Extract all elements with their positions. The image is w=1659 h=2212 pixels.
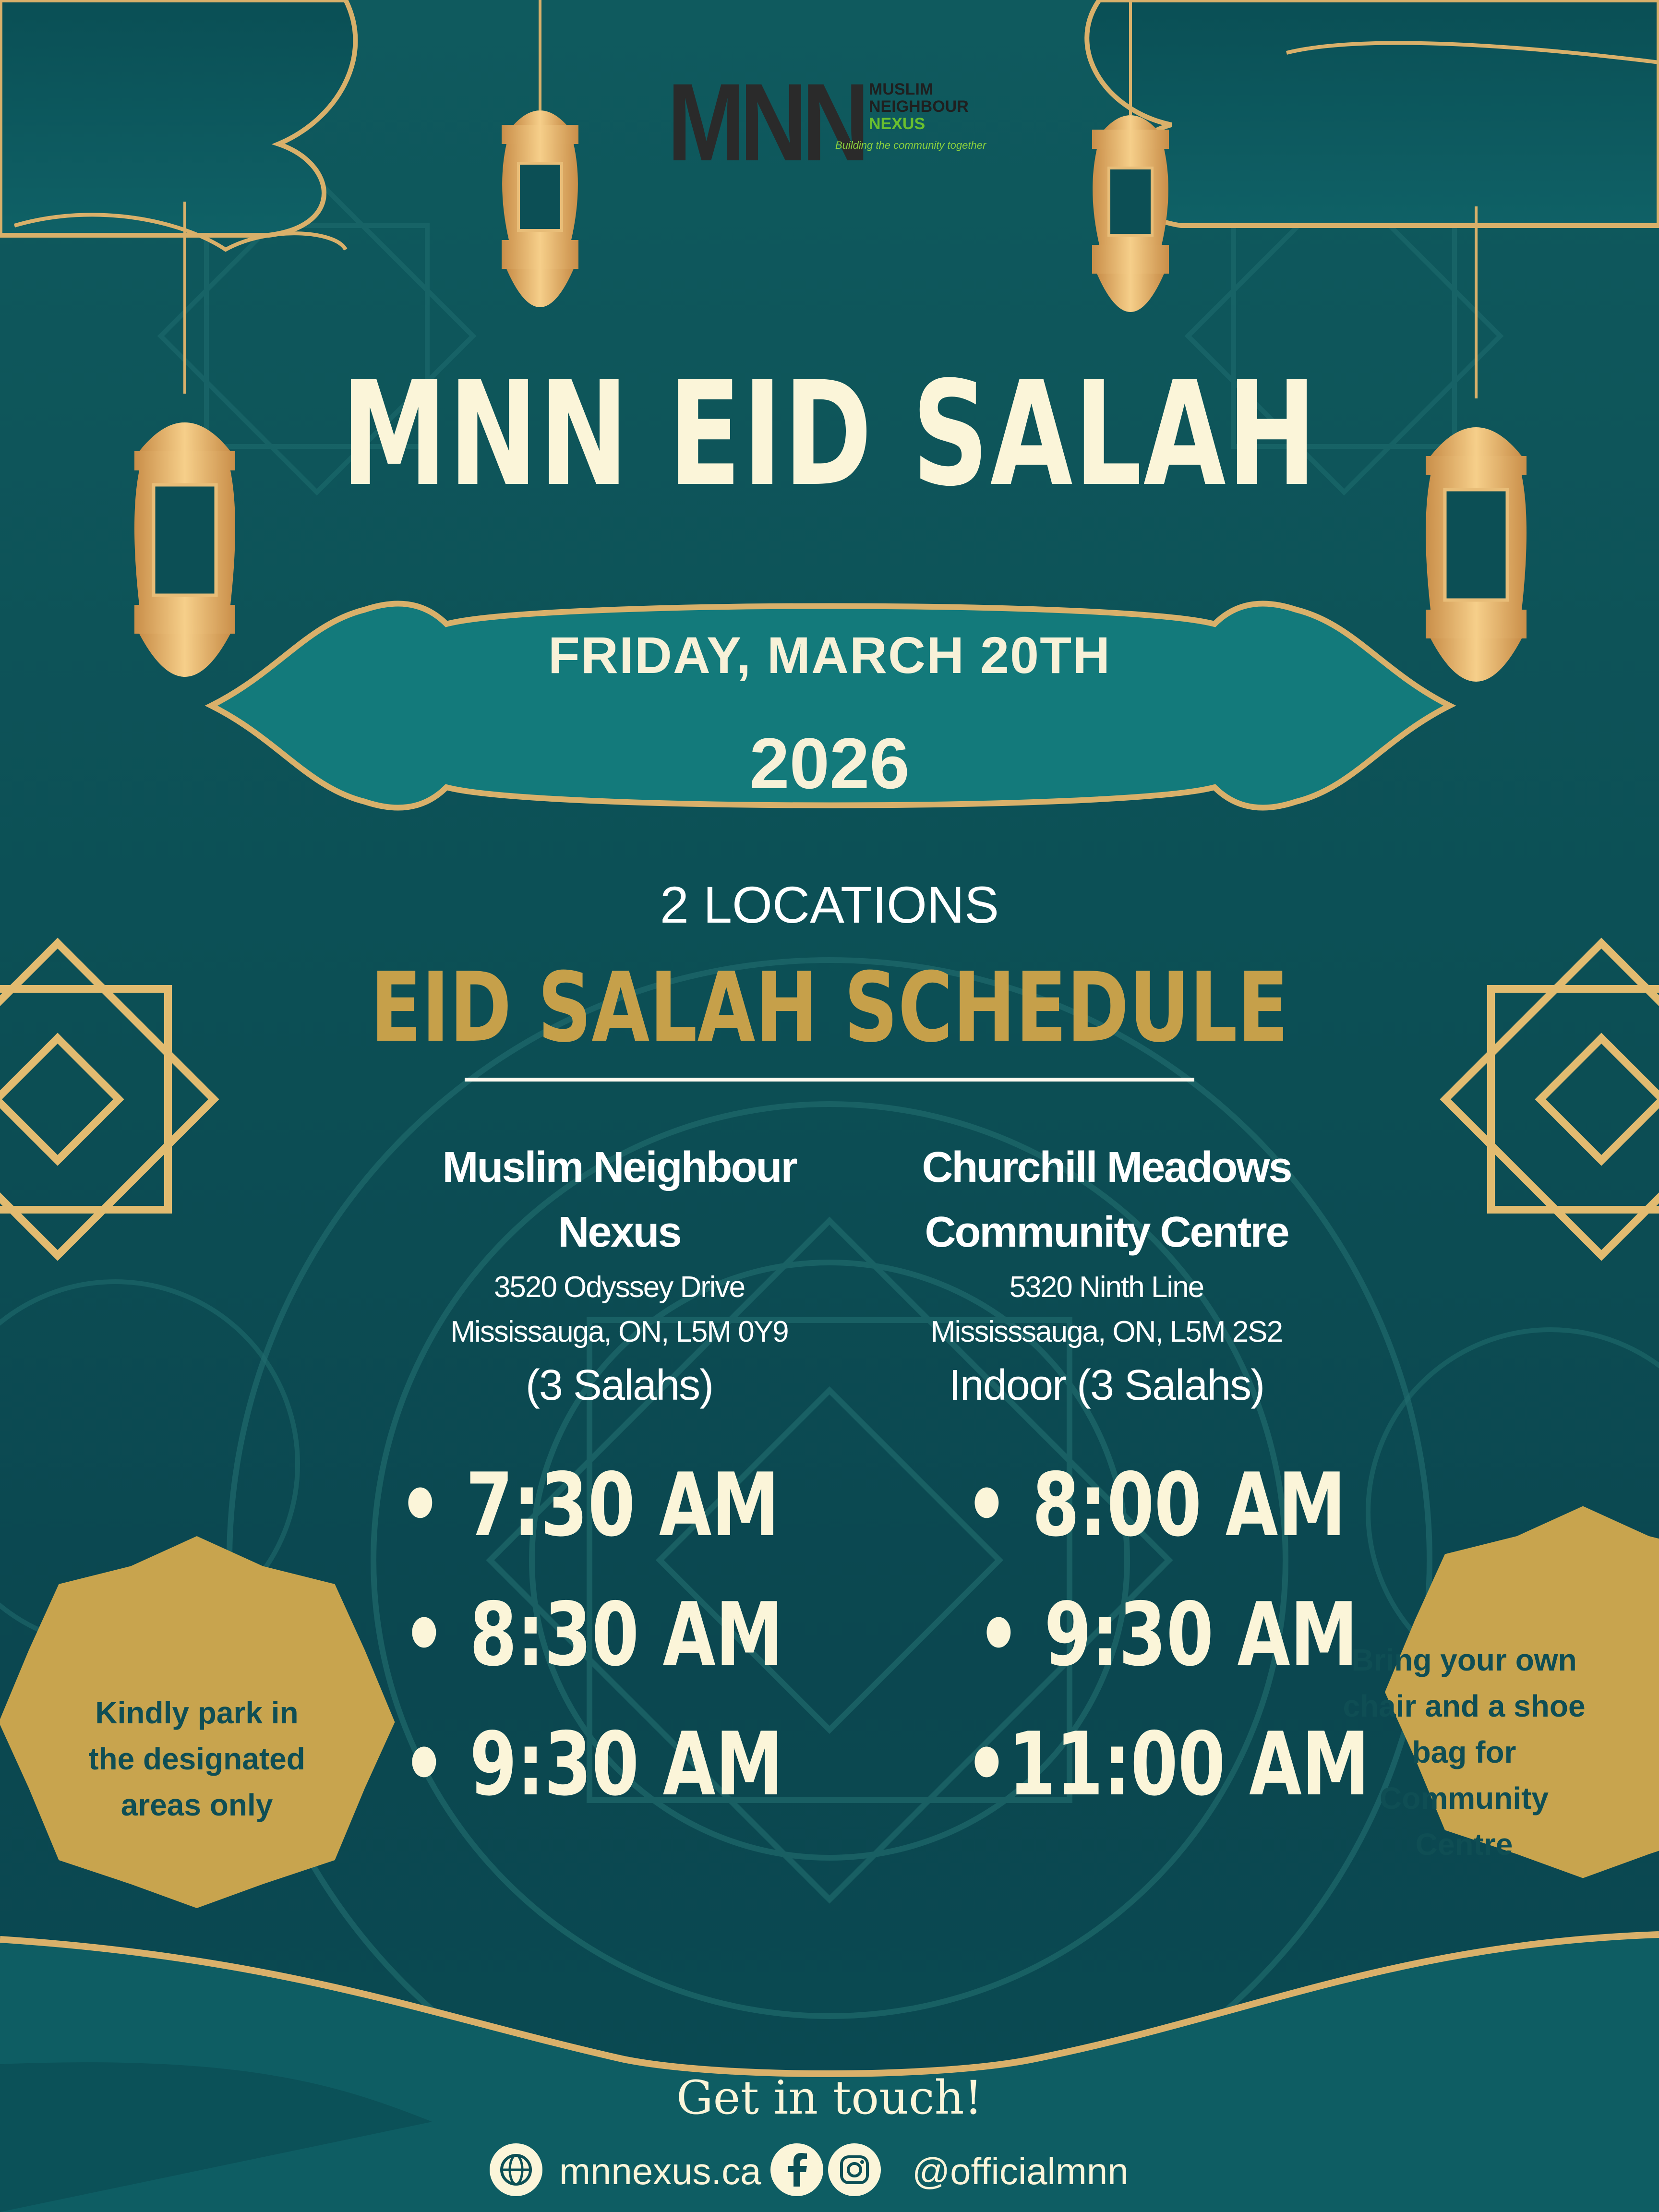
chair-note: Bring your own chair and a shoe bag for Community Centre xyxy=(1343,1643,1586,1862)
mnn-logo xyxy=(667,58,1013,202)
times-list-mnn xyxy=(398,1450,830,1839)
logo-name-line3: NEXUS xyxy=(869,115,926,133)
location-name: Community Centre xyxy=(925,1208,1288,1256)
instagram-icon[interactable] xyxy=(828,2143,881,2196)
social-handle[interactable]: @officialmnn xyxy=(912,2150,1129,2192)
location-name: Churchill Meadows xyxy=(922,1143,1291,1191)
logo-tagline: Building the community together xyxy=(835,139,986,151)
page-title: MNN EID SALAH xyxy=(341,350,1318,518)
salah-time: • 8:30 AM xyxy=(402,1584,783,1685)
salah-time: • 8:00 AM xyxy=(965,1454,1346,1556)
cloud-top-left xyxy=(0,0,355,235)
lantern-left-top xyxy=(502,0,578,307)
logo-name xyxy=(869,81,969,132)
location-mnn xyxy=(367,1135,871,1417)
logo-name-line2: NEIGHBOUR xyxy=(869,97,969,116)
contact-row xyxy=(0,2143,1659,2201)
event-date: FRIDAY, MARCH 20TH xyxy=(548,626,1111,684)
salah-time: • 9:30 AM xyxy=(402,1713,783,1815)
event-year: 2026 xyxy=(749,723,910,804)
location-address: Mississauga, ON, L5M 0Y9 xyxy=(450,1315,788,1348)
schedule-divider xyxy=(465,1078,1194,1082)
logo-name-line1: MUSLIM xyxy=(869,80,934,98)
schedule-title: EID SALAH SCHEDULE xyxy=(370,952,1289,1064)
location-name: Muslim Neighbour xyxy=(442,1143,796,1191)
ornament-left xyxy=(0,943,214,1256)
locations-label: 2 LOCATIONS xyxy=(660,876,999,934)
facebook-icon[interactable] xyxy=(770,2143,823,2196)
globe-icon[interactable] xyxy=(490,2143,542,2196)
location-address: Mississsauga, ON, L5M 2S2 xyxy=(930,1315,1283,1348)
parking-note: Kindly park in the designated areas only xyxy=(88,1695,305,1822)
times-list-community-centre xyxy=(965,1450,1397,1839)
location-salah-count: (3 Salahs) xyxy=(525,1361,713,1409)
salah-time: • 9:30 AM xyxy=(977,1584,1358,1685)
salah-time: • 7:30 AM xyxy=(398,1454,780,1556)
contact-title: Get in touch! xyxy=(676,2071,983,2125)
location-address: 5320 Ninth Line xyxy=(1009,1271,1204,1304)
logo-mark: MNN xyxy=(667,60,864,184)
salah-time: •11:00 AM xyxy=(965,1713,1370,1815)
location-name: Nexus xyxy=(558,1208,681,1256)
cloud-top-right xyxy=(1087,0,1659,226)
location-address: 3520 Odyssey Drive xyxy=(493,1271,745,1304)
ornament-right xyxy=(1445,943,1659,1256)
location-salah-count: Indoor (3 Salahs) xyxy=(949,1361,1264,1409)
website-link[interactable]: mnnexus.ca xyxy=(559,2150,761,2192)
location-churchill-meadows xyxy=(854,1135,1358,1417)
